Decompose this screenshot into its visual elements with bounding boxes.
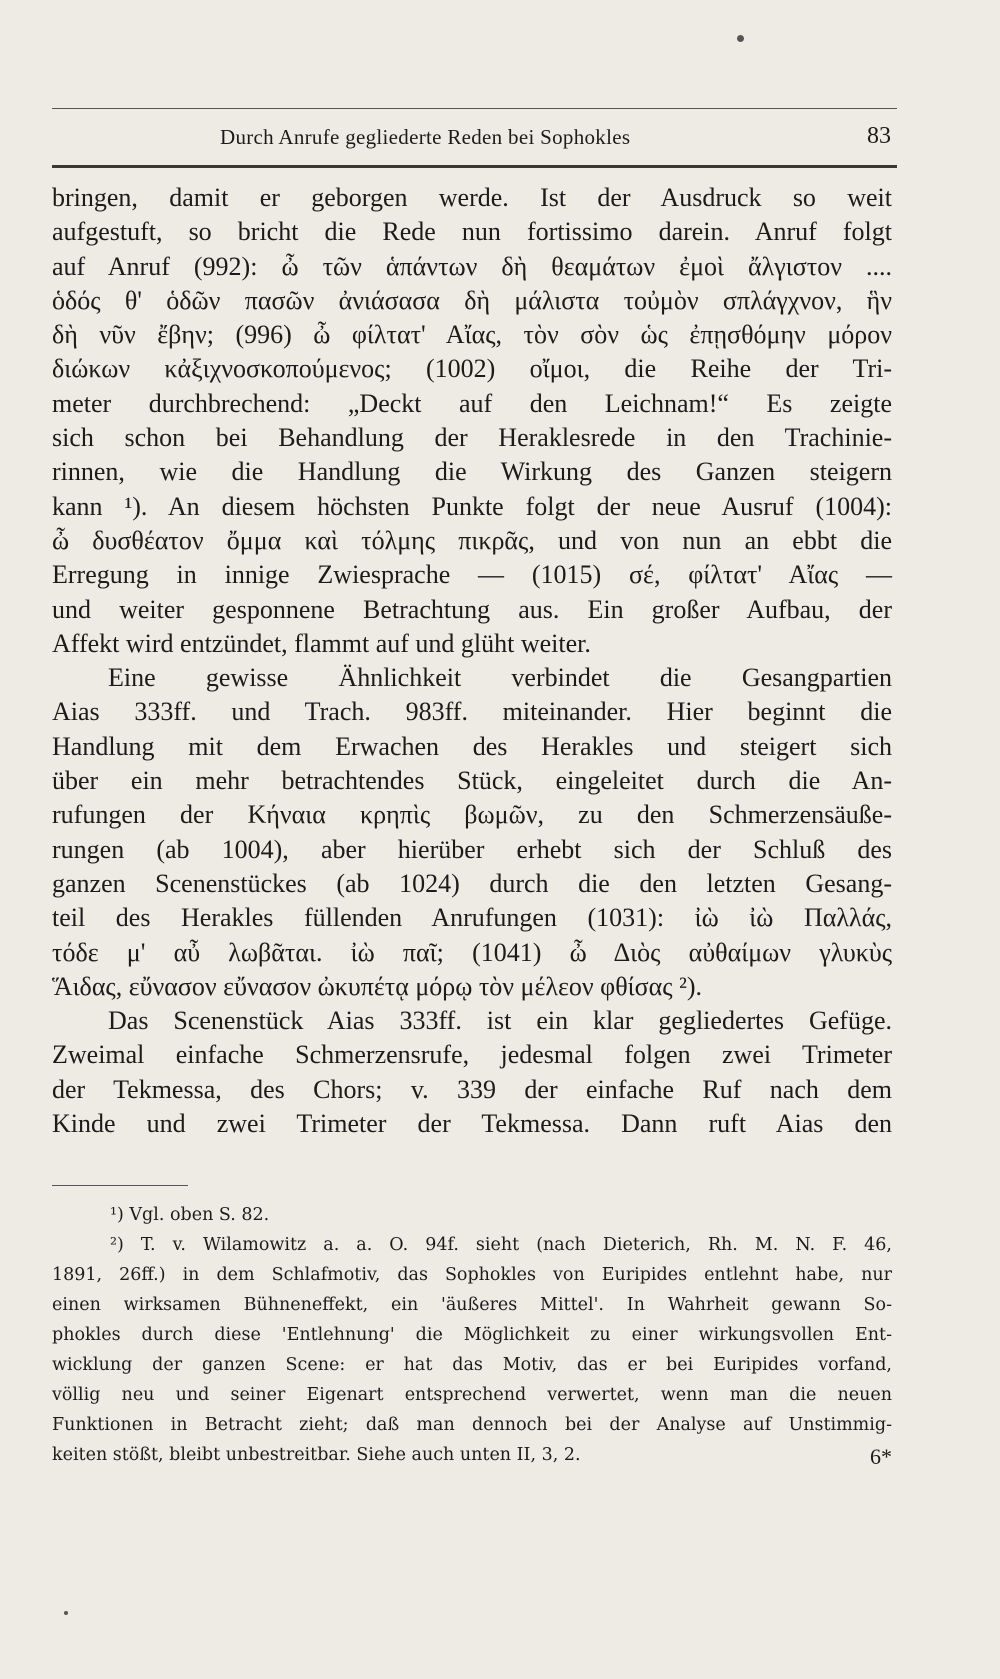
text-line: rufungen der Κήναια κρηπὶς βωμῶν, zu den Schmerzensäuße-: [52, 800, 892, 830]
text-line: kann ¹). An diesem höchsten Punkte folgt der neue Ausruf (1004):: [52, 491, 892, 521]
footnote-line: völlig neu und seiner Eigenart entsprechend verwertet, wenn man die neuen: [52, 1385, 892, 1405]
footnote-line: einen wirksamen Bühneneffekt, ein 'äußeres Mittel'. In Wahrheit gewann So-: [52, 1295, 892, 1315]
text-line: Kinde und zwei Trimeter der Tekmessa. Dann ruft Aias den: [52, 1109, 892, 1139]
text-line: ὁδός θ' ὁδῶν πασῶν ἀνιάσασα δὴ μάλιστα τοὐμὸν σπλάγχνον, ἣν: [52, 285, 892, 315]
text-line: Ἅιδας, εὔνασον εὔνασον ὠκυπέτᾳ μόρῳ τὸν μέλεον φθίσας ²).: [52, 971, 703, 1001]
footnotes: [52, 1200, 892, 1470]
footnote-line: wicklung der ganzen Scene: er hat das Motiv, das er bei Euripides vorfand,: [52, 1355, 892, 1375]
running-head: [52, 108, 897, 168]
text-line: διώκων κἀξιχνοσκοπούμενος; (1002) οἴμοι, die Reihe der Tri-: [52, 354, 892, 384]
text-line: sich schon bei Behandlung der Heraklesrede in den Trachinie-: [52, 423, 892, 453]
footnote-line: keiten stößt, bleibt unbestreitbar. Siehe auch unten II, 3, 2.: [52, 1445, 581, 1465]
text-line: der Tekmessa, des Chors; v. 339 der einfache Ruf nach dem: [52, 1074, 892, 1104]
text-line: Erregung in innige Zwiesprache — (1015) σέ, φίλτατ' Αἴας —: [52, 560, 892, 590]
text-line: und weiter gesponnene Betrachtung aus. Ein großer Aufbau, der: [52, 594, 892, 624]
text-line: Affekt wird entzündet, flammt auf und glüht weiter.: [52, 628, 591, 658]
footnote-line: Funktionen in Betracht zieht; daß man dennoch bei der Analyse auf Unstimmig-: [52, 1415, 892, 1435]
text-line: ὦ δυσθέατον ὄμμα καὶ τόλμης πικρᾶς, und von nun an ebbt die: [52, 525, 892, 555]
footnote-divider: [52, 1185, 188, 1186]
text-line: teil des Herakles füllenden Anrufungen (1031): ἰὼ ἰὼ Παλλάς,: [52, 903, 892, 933]
text-line: auf Anruf (992): ὦ τῶν ἁπάντων δὴ θεαμάτων ἐμοὶ ἄλγιστον ....: [52, 251, 892, 281]
text-line: Zweimal einfache Schmerzensrufe, jedesmal folgen zwei Trimeter: [52, 1040, 892, 1070]
text-line: ganzen Scenenstückes (ab 1024) durch die den letzten Gesang-: [52, 868, 892, 898]
text-line: δὴ νῦν ἔβην; (996) ὦ φίλτατ' Αἴας, τὸν σὸν ὡς ἐπῃσθόμην μόρον: [52, 320, 892, 350]
text-line: aufgestuft, so bricht die Rede nun fortissimo darein. Anruf folgt: [52, 217, 892, 247]
text-line: rinnen, wie die Handlung die Wirkung des Ganzen steigern: [52, 457, 892, 487]
ink-speck: [737, 35, 744, 42]
text-line: rungen (ab 1004), aber hierüber erhebt sich der Schluß des: [52, 834, 892, 864]
text-line: Das Scenenstück Aias 333ff. ist ein klar gegliedertes Gefüge.: [108, 1006, 892, 1036]
text-line: τόδε μ' αὖ λωβᾶται. ἰὼ παῖ; (1041) ὦ Διὸς αὐθαίμων γλυκὺς: [52, 937, 892, 967]
footnote-line: phokles durch diese 'Entlehnung' die Möglichkeit zu einer wirkungsvollen Ent-: [52, 1325, 892, 1345]
text-line: über ein mehr betrachtendes Stück, eingeleitet durch die An-: [52, 766, 892, 796]
text-line: meter durchbrechend: „Deckt auf den Leichnam!“ Es zeigte: [52, 388, 892, 418]
page-number: 83: [867, 123, 891, 149]
text-line: Handlung mit dem Erwachen des Herakles und steigert sich: [52, 731, 892, 761]
footnote-line: ²) T. v. Wilamowitz a. a. O. 94f. sieht (nach Dieterich, Rh. M. N. F. 46,: [110, 1235, 892, 1255]
footnote-line: ¹) Vgl. oben S. 82.: [110, 1205, 270, 1225]
signature-mark: 6*: [870, 1444, 892, 1469]
ink-speck: [64, 1611, 68, 1615]
footnote-line: 1891, 26ff.) in dem Schlafmotiv, das Sophokles von Euripides entlehnt habe, nur: [52, 1265, 892, 1285]
text-line: bringen, damit er geborgen werde. Ist der Ausdruck so weit: [52, 183, 892, 212]
main-text: [52, 181, 892, 1141]
running-title: Durch Anrufe gegliederte Reden bei Sophokles: [220, 125, 631, 149]
text-line: Aias 333ff. und Trach. 983ff. miteinander. Hier beginnt die: [52, 697, 892, 727]
text-line: Eine gewisse Ähnlichkeit verbindet die Gesangpartien: [108, 663, 892, 693]
